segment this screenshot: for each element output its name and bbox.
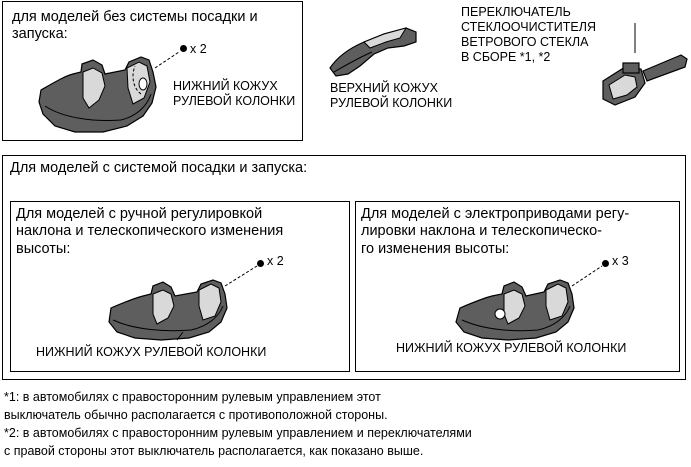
footnote-1-line-2: выключатель обычно располагается с противоположной стороны. bbox=[4, 408, 388, 422]
subpanel-caption: Для моделей с электроприводами регу- лировки наклона и телескопическо- го изменения высоты: bbox=[361, 206, 630, 257]
footnote-2-line-1: *2: в автомобилях с правосторонним рулевым управлением и переключателями bbox=[4, 426, 472, 440]
panel-caption: для моделей без системы посадки и запуска: bbox=[12, 9, 258, 43]
wiper-switch-illustration bbox=[595, 15, 691, 115]
subpanel-manual-tilt bbox=[10, 201, 350, 372]
subpanel-power-tilt bbox=[355, 201, 680, 372]
subpanel-caption: Для моделей с ручной регулировкой наклона и телескопического изменения высоты: bbox=[16, 206, 284, 257]
part-label-lower-cover: НИЖНИЙ КОЖУХ РУЛЕВОЙ КОЛОНКИ bbox=[36, 345, 267, 359]
screw-icon bbox=[257, 260, 264, 267]
screw-quantity: x 2 bbox=[190, 42, 207, 56]
part-label-upper-cover: ВЕРХНИЙ КОЖУХ РУЛЕВОЙ КОЛОНКИ bbox=[330, 81, 453, 110]
part-label-wiper-switch: ПЕРЕКЛЮЧАТЕЛЬ СТЕКЛООЧИСТИТЕЛЯ ВЕТРОВОГО СТЕКЛА В СБОРЕ *1, *2 bbox=[461, 5, 596, 64]
screw-icon bbox=[180, 45, 187, 52]
lower-cover-illustration bbox=[3, 2, 304, 142]
part-label-lower-cover: НИЖНИЙ КОЖУХ РУЛЕВОЙ КОЛОНКИ bbox=[396, 341, 627, 355]
panel-smart-entry bbox=[2, 155, 686, 380]
screw-quantity: x 3 bbox=[612, 254, 629, 268]
screw-icon bbox=[602, 260, 609, 267]
footnote-2-line-2: с правой стороны этот выключатель располагается, как показано выше. bbox=[4, 444, 424, 458]
part-label-lower-cover: НИЖНИЙ КОЖУХ РУЛЕВОЙ КОЛОНКИ bbox=[173, 79, 296, 108]
footnote-1-line-1: *1: в автомобилях с правосторонним рулевым управлением этот bbox=[4, 390, 381, 404]
panel-no-smart-entry bbox=[2, 1, 303, 141]
panel-caption: Для моделей с системой посадки и запуска: bbox=[10, 160, 308, 176]
screw-quantity: x 2 bbox=[267, 254, 284, 268]
upper-cover-illustration bbox=[320, 12, 420, 82]
